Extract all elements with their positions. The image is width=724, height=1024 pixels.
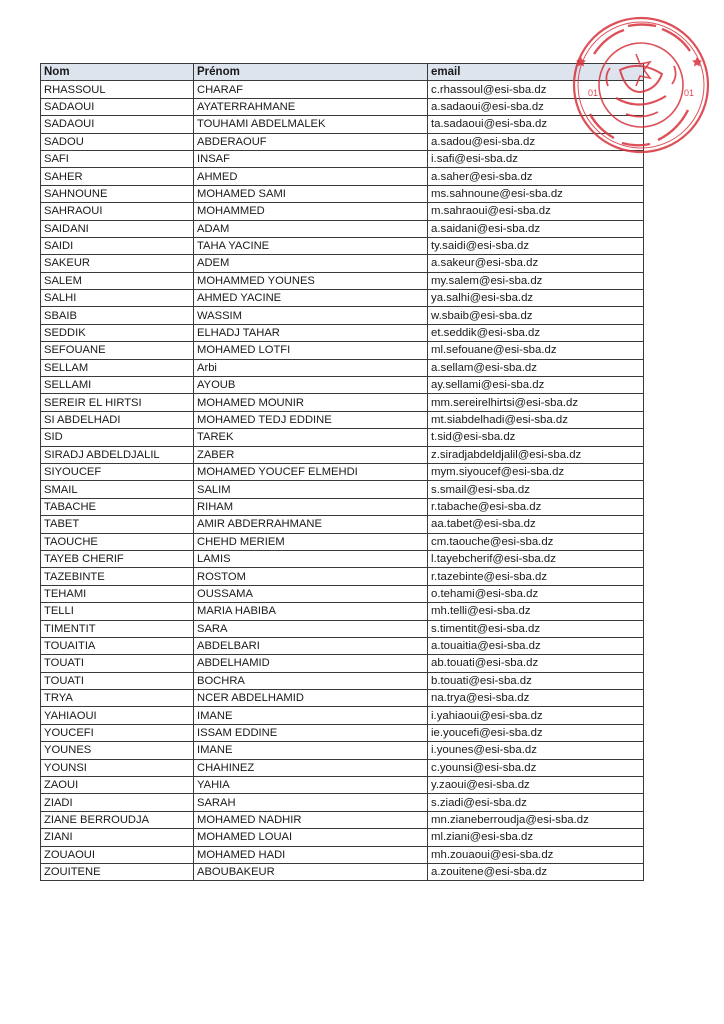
cell-prenom: IMANE [194, 707, 428, 724]
cell-nom: TELLI [41, 603, 194, 620]
table-row [41, 585, 644, 602]
table-row [41, 568, 644, 585]
cell-nom: SALEM [41, 272, 194, 289]
table-row [41, 168, 644, 185]
cell-nom: TOUAITIA [41, 637, 194, 654]
stamp-right-number: 01 [684, 88, 695, 98]
cell-email: mm.sereirelhirtsi@esi-sba.dz [428, 394, 644, 411]
cell-prenom: MOHAMMED YOUNES [194, 272, 428, 289]
cell-prenom: MARIA HABIBA [194, 603, 428, 620]
cell-nom: SEDDIK [41, 324, 194, 341]
table-row [41, 516, 644, 533]
cell-nom: ZOUAOUI [41, 846, 194, 863]
cell-nom: RHASSOUL [41, 81, 194, 98]
cell-email: ms.sahnoune@esi-sba.dz [428, 185, 644, 202]
table-row [41, 220, 644, 237]
cell-email: ty.saidi@esi-sba.dz [428, 237, 644, 254]
stamp-left-number: 01 [588, 88, 599, 98]
cell-prenom: MOHAMED NADHIR [194, 811, 428, 828]
cell-prenom: ROSTOM [194, 568, 428, 585]
cell-prenom: NCER ABDELHAMID [194, 690, 428, 707]
cell-prenom: LAMIS [194, 550, 428, 567]
cell-email: a.sellam@esi-sba.dz [428, 359, 644, 376]
cell-email: m.sahraoui@esi-sba.dz [428, 203, 644, 220]
table-row [41, 429, 644, 446]
table-row [41, 411, 644, 428]
cell-email: y.zaoui@esi-sba.dz [428, 777, 644, 794]
cell-prenom: AYATERRAHMANE [194, 98, 428, 115]
cell-prenom: YAHIA [194, 777, 428, 794]
cell-email: a.saidani@esi-sba.dz [428, 220, 644, 237]
cell-email: l.tayebcherif@esi-sba.dz [428, 550, 644, 567]
cell-email: b.touati@esi-sba.dz [428, 672, 644, 689]
cell-prenom: ZABER [194, 446, 428, 463]
cell-email: ya.salhi@esi-sba.dz [428, 290, 644, 307]
cell-prenom: ABDELHAMID [194, 655, 428, 672]
cell-prenom: ADEM [194, 255, 428, 272]
table-row [41, 342, 644, 359]
cell-prenom: SARA [194, 620, 428, 637]
table-row [41, 446, 644, 463]
cell-nom: SALHI [41, 290, 194, 307]
cell-prenom: MOHAMED TEDJ EDDINE [194, 411, 428, 428]
cell-email: w.sbaib@esi-sba.dz [428, 307, 644, 324]
table-row [41, 237, 644, 254]
cell-prenom: CHAHINEZ [194, 759, 428, 776]
table-row [41, 655, 644, 672]
cell-email: a.sakeur@esi-sba.dz [428, 255, 644, 272]
cell-email: mn.zianeberroudja@esi-sba.dz [428, 811, 644, 828]
cell-email: a.sadaoui@esi-sba.dz [428, 98, 644, 115]
cell-prenom: WASSIM [194, 307, 428, 324]
cell-nom: SAHRAOUI [41, 203, 194, 220]
cell-prenom: TOUHAMI ABDELMALEK [194, 116, 428, 133]
table-row [41, 707, 644, 724]
cell-nom: TABACHE [41, 498, 194, 515]
table-row [41, 116, 644, 133]
cell-prenom: BOCHRA [194, 672, 428, 689]
cell-nom: TAOUCHE [41, 533, 194, 550]
cell-nom: TAZEBINTE [41, 568, 194, 585]
table-row [41, 463, 644, 480]
cell-nom: YOUCEFI [41, 724, 194, 741]
cell-prenom: AMIR ABDERRAHMANE [194, 516, 428, 533]
table-row [41, 185, 644, 202]
cell-prenom: AHMED [194, 168, 428, 185]
cell-prenom: MOHAMED LOUAI [194, 829, 428, 846]
table-row [41, 829, 644, 846]
cell-nom: SAKEUR [41, 255, 194, 272]
table-row [41, 98, 644, 115]
cell-prenom: MOHAMMED [194, 203, 428, 220]
cell-email: c.younsi@esi-sba.dz [428, 759, 644, 776]
cell-email: s.timentit@esi-sba.dz [428, 620, 644, 637]
table-row [41, 150, 644, 167]
cell-prenom: MOHAMED SAMI [194, 185, 428, 202]
cell-nom: ZOUITENE [41, 863, 194, 880]
cell-email: i.safi@esi-sba.dz [428, 150, 644, 167]
student-email-table [40, 63, 644, 881]
cell-nom: SIYOUCEF [41, 463, 194, 480]
cell-email: a.zouitene@esi-sba.dz [428, 863, 644, 880]
cell-nom: TOUATI [41, 672, 194, 689]
cell-prenom: ABDELBARI [194, 637, 428, 654]
table-row [41, 377, 644, 394]
cell-email: ab.touati@esi-sba.dz [428, 655, 644, 672]
table-row [41, 550, 644, 567]
table-row [41, 672, 644, 689]
cell-nom: YOUNES [41, 742, 194, 759]
header-prenom: Prénom [194, 64, 428, 81]
cell-prenom: SALIM [194, 481, 428, 498]
cell-nom: YAHIAOUI [41, 707, 194, 724]
cell-email: et.seddik@esi-sba.dz [428, 324, 644, 341]
table-row [41, 794, 644, 811]
cell-nom: SAFI [41, 150, 194, 167]
cell-nom: ZIANI [41, 829, 194, 846]
cell-prenom: MOHAMED HADI [194, 846, 428, 863]
cell-prenom: ELHADJ TAHAR [194, 324, 428, 341]
table-header-row [41, 64, 644, 81]
table-row [41, 603, 644, 620]
cell-prenom: MOHAMED LOTFI [194, 342, 428, 359]
cell-nom: SAIDANI [41, 220, 194, 237]
cell-email: o.tehami@esi-sba.dz [428, 585, 644, 602]
cell-email: ta.sadaoui@esi-sba.dz [428, 116, 644, 133]
table-row [41, 811, 644, 828]
cell-email: a.saher@esi-sba.dz [428, 168, 644, 185]
cell-email: a.sadou@esi-sba.dz [428, 133, 644, 150]
table-body [41, 81, 644, 881]
cell-prenom: AHMED YACINE [194, 290, 428, 307]
cell-email: z.siradjabdeldjalil@esi-sba.dz [428, 446, 644, 463]
table-row [41, 481, 644, 498]
cell-nom: ZIADI [41, 794, 194, 811]
cell-nom: SIRADJ ABDELDJALIL [41, 446, 194, 463]
cell-prenom: ABDERAOUF [194, 133, 428, 150]
table-row [41, 324, 644, 341]
cell-email: ml.sefouane@esi-sba.dz [428, 342, 644, 359]
cell-nom: ZAOUI [41, 777, 194, 794]
cell-email: aa.tabet@esi-sba.dz [428, 516, 644, 533]
table-row [41, 203, 644, 220]
cell-email: c.rhassoul@esi-sba.dz [428, 81, 644, 98]
cell-nom: SAHER [41, 168, 194, 185]
cell-nom: TABET [41, 516, 194, 533]
cell-nom: TRYA [41, 690, 194, 707]
cell-email: i.yahiaoui@esi-sba.dz [428, 707, 644, 724]
cell-nom: SADAOUI [41, 98, 194, 115]
cell-email: ml.ziani@esi-sba.dz [428, 829, 644, 846]
cell-email: cm.taouche@esi-sba.dz [428, 533, 644, 550]
cell-email: a.touaitia@esi-sba.dz [428, 637, 644, 654]
header-email: email [428, 64, 644, 81]
cell-prenom: SARAH [194, 794, 428, 811]
cell-email: ie.youcefi@esi-sba.dz [428, 724, 644, 741]
cell-nom: SBAIB [41, 307, 194, 324]
cell-email: ay.sellami@esi-sba.dz [428, 377, 644, 394]
cell-email: mh.telli@esi-sba.dz [428, 603, 644, 620]
table-row [41, 255, 644, 272]
table-row [41, 394, 644, 411]
cell-nom: SAHNOUNE [41, 185, 194, 202]
cell-prenom: INSAF [194, 150, 428, 167]
cell-prenom: RIHAM [194, 498, 428, 515]
cell-email: mh.zouaoui@esi-sba.dz [428, 846, 644, 863]
cell-email: r.tabache@esi-sba.dz [428, 498, 644, 515]
table-row [41, 620, 644, 637]
cell-nom: SAIDI [41, 237, 194, 254]
table-row [41, 272, 644, 289]
cell-nom: TIMENTIT [41, 620, 194, 637]
cell-nom: SEFOUANE [41, 342, 194, 359]
official-seal-icon [570, 14, 712, 156]
cell-email: s.ziadi@esi-sba.dz [428, 794, 644, 811]
cell-prenom: TAREK [194, 429, 428, 446]
cell-email: mym.siyoucef@esi-sba.dz [428, 463, 644, 480]
cell-nom: SADAOUI [41, 116, 194, 133]
cell-email: my.salem@esi-sba.dz [428, 272, 644, 289]
table-row [41, 359, 644, 376]
cell-nom: SEREIR EL HIRTSI [41, 394, 194, 411]
cell-prenom: MOHAMED MOUNIR [194, 394, 428, 411]
table-row [41, 498, 644, 515]
table-row [41, 742, 644, 759]
cell-nom: YOUNSI [41, 759, 194, 776]
cell-email: na.trya@esi-sba.dz [428, 690, 644, 707]
cell-prenom: TAHA YACINE [194, 237, 428, 254]
cell-nom: ZIANE BERROUDJA [41, 811, 194, 828]
cell-nom: TAYEB CHERIF [41, 550, 194, 567]
header-nom: Nom [41, 64, 194, 81]
cell-nom: TEHAMI [41, 585, 194, 602]
cell-email: mt.siabdelhadi@esi-sba.dz [428, 411, 644, 428]
cell-prenom: ABOUBAKEUR [194, 863, 428, 880]
table-row [41, 307, 644, 324]
cell-nom: SI ABDELHADI [41, 411, 194, 428]
table-row [41, 759, 644, 776]
cell-prenom: CHARAF [194, 81, 428, 98]
table-row [41, 777, 644, 794]
cell-prenom: ADAM [194, 220, 428, 237]
cell-nom: TOUATI [41, 655, 194, 672]
cell-prenom: AYOUB [194, 377, 428, 394]
table-row [41, 81, 644, 98]
table-row [41, 690, 644, 707]
cell-nom: SADOU [41, 133, 194, 150]
table-row [41, 724, 644, 741]
cell-prenom: IMANE [194, 742, 428, 759]
cell-nom: SELLAM [41, 359, 194, 376]
cell-email: r.tazebinte@esi-sba.dz [428, 568, 644, 585]
cell-email: t.sid@esi-sba.dz [428, 429, 644, 446]
cell-email: s.smail@esi-sba.dz [428, 481, 644, 498]
cell-prenom: OUSSAMA [194, 585, 428, 602]
table-row [41, 533, 644, 550]
table-row [41, 846, 644, 863]
cell-nom: SMAIL [41, 481, 194, 498]
table-row [41, 133, 644, 150]
table-row [41, 863, 644, 880]
cell-prenom: Arbi [194, 359, 428, 376]
cell-prenom: CHEHD MERIEM [194, 533, 428, 550]
table-row [41, 637, 644, 654]
cell-prenom: MOHAMED YOUCEF ELMEHDI [194, 463, 428, 480]
table-row [41, 290, 644, 307]
cell-email: i.younes@esi-sba.dz [428, 742, 644, 759]
cell-nom: SELLAMI [41, 377, 194, 394]
cell-prenom: ISSAM EDDINE [194, 724, 428, 741]
cell-nom: SID [41, 429, 194, 446]
